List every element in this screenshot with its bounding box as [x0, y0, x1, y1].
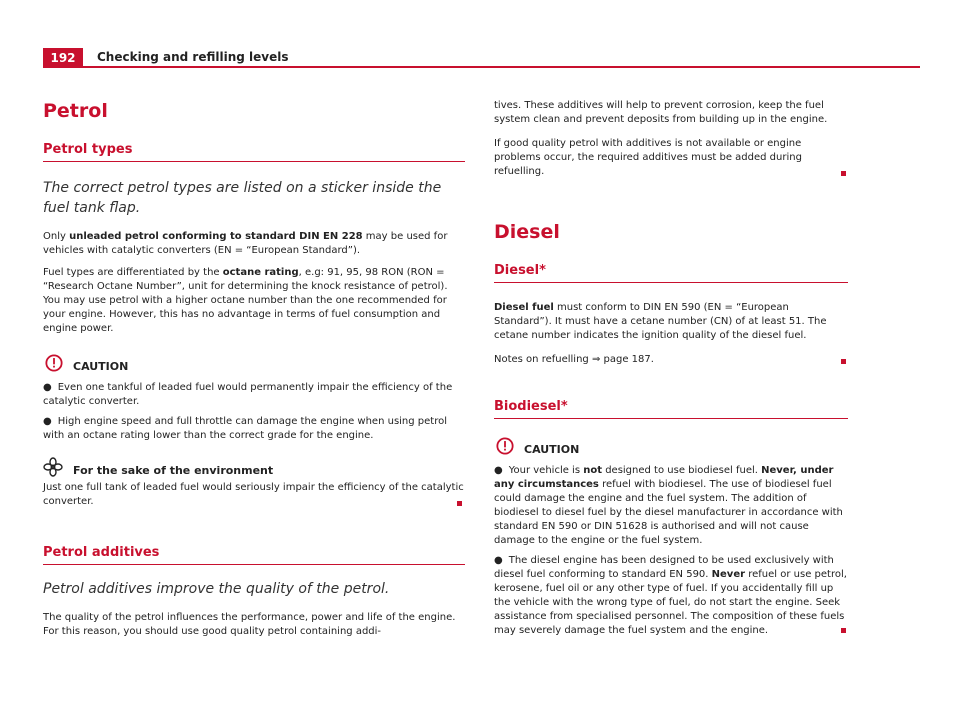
- text-run: may be used for vehicles with catalytic converters (EN = “European Standard”).: [43, 231, 448, 256]
- text-run: refuel or use petrol, kerosene, fuel oil or any other type of fuel. If you accidentally fill up the vehicle with the wrong type of fuel, do not start the engine. Seek assistance from specialised personnel. The composition of these fuels may severely damage the fuel system and the engine.: [494, 569, 847, 636]
- paragraph-additives-refuel: If good quality petrol with additives is not available or engine problems occur, the required additives must be added during refuelling.: [494, 138, 802, 177]
- warning-icon: [496, 437, 514, 455]
- caution-item: [494, 464, 848, 548]
- text-bold: octane rating: [222, 267, 299, 278]
- caution-label: CAUTION: [73, 360, 129, 373]
- bullet-icon: ●: [494, 555, 503, 566]
- text-run: Your vehicle is: [508, 465, 584, 476]
- text-run: designed to use biodiesel fuel.: [602, 465, 762, 476]
- lead-petrol-additives: Petrol additives improve the quality of the petrol.: [43, 581, 390, 597]
- left-column: [43, 100, 465, 639]
- paragraph-refuelling-note: Notes on refuelling ⇒ page 187.: [494, 354, 654, 365]
- lead-petrol-types: The correct petrol types are listed on a sticker inside the fuel tank flap.: [43, 180, 442, 216]
- text-bold: Never, under any circumstances: [494, 465, 834, 490]
- paragraph-additives: The quality of the petrol influences the performance, power and life of the engine. For this reason, you should use good quality petrol containing addi-: [43, 612, 456, 637]
- bullet-icon: ●: [43, 382, 52, 393]
- warning-icon: [45, 354, 63, 372]
- environment-label: For the sake of the environment: [73, 463, 274, 477]
- caution-label: CAUTION: [524, 443, 580, 456]
- caution-item: [494, 554, 848, 638]
- section-end-marker: [457, 501, 462, 506]
- environment-heading: [43, 457, 465, 477]
- text-run: The diesel engine has been designed to be used exclusively with diesel fuel conforming to standard EN 590.: [494, 555, 834, 580]
- header-rule: [83, 66, 920, 68]
- text-bold: Diesel fuel: [494, 302, 554, 313]
- page-number: 192: [43, 48, 83, 68]
- heading-petrol-additives: Petrol additives: [43, 545, 465, 565]
- text-run: , e.g: 91, 95, 98 RON (RON = “Research Octane Number”, unit for determining the knock resistance of petrol). You may use petrol with a higher octane number than the one recommended for your engine. However, this has no advantage in terms of fuel consumption and engine power.: [43, 267, 448, 334]
- paragraph-diesel-fuel: [494, 301, 848, 343]
- section-end-marker: [841, 628, 846, 633]
- caution-heading: [496, 435, 848, 456]
- caution-item-text: High engine speed and full throttle can damage the engine when using petrol with an octane rating lower than the correct grade for the engine.: [43, 416, 448, 441]
- heading-biodiesel: Biodiesel*: [494, 399, 848, 419]
- caution-item-text: Even one tankful of leaded fuel would permanently impair the efficiency of the catalytic converter.: [43, 382, 453, 407]
- heading-petrol-types: Petrol types: [43, 142, 465, 162]
- paragraph-octane: [43, 266, 465, 336]
- text-bold: not: [583, 465, 603, 476]
- caution-heading: [45, 352, 465, 373]
- caution-item: [43, 381, 465, 409]
- text-run: Only: [43, 231, 70, 242]
- bullet-icon: ●: [43, 416, 52, 427]
- text-bold: Never: [711, 569, 746, 580]
- text-run: must conform to DIN EN 590 (EN = “European Standard”). It must have a cetane number (CN) of at least 51. The cetane number indicates the ignition quality of the diesel fuel.: [494, 302, 827, 341]
- environment-text: Just one full tank of leaded fuel would seriously impair the efficiency of the catalytic converter.: [43, 482, 464, 507]
- section-end-marker: [841, 359, 846, 364]
- text-run: Fuel types are differentiated by the: [43, 267, 223, 278]
- section-title-diesel: Diesel: [494, 221, 560, 243]
- caution-item: [43, 415, 465, 443]
- running-title: Checking and refilling levels: [97, 50, 289, 64]
- section-end-marker: [841, 171, 846, 176]
- flower-icon: [43, 457, 63, 477]
- paragraph-additives-cont: tives. These additives will help to prevent corrosion, keep the fuel system clean and prevent deposits from building up in the engine.: [494, 100, 828, 125]
- right-column: [494, 99, 848, 638]
- bullet-icon: ●: [494, 465, 503, 476]
- text-bold: unleaded petrol conforming to standard DIN EN 228: [69, 231, 363, 242]
- heading-diesel: Diesel*: [494, 263, 848, 283]
- text-run: refuel with biodiesel. The use of biodiesel fuel could damage the engine and the fuel system. The addition of biodiesel to diesel fuel by the diesel manufacturer in accordance with standard EN 590 or DIN 51628 is authorised and will not cause damage to the engine or the fuel system.: [494, 479, 843, 546]
- section-title-petrol: Petrol: [43, 100, 108, 122]
- paragraph-unleaded: [43, 230, 465, 258]
